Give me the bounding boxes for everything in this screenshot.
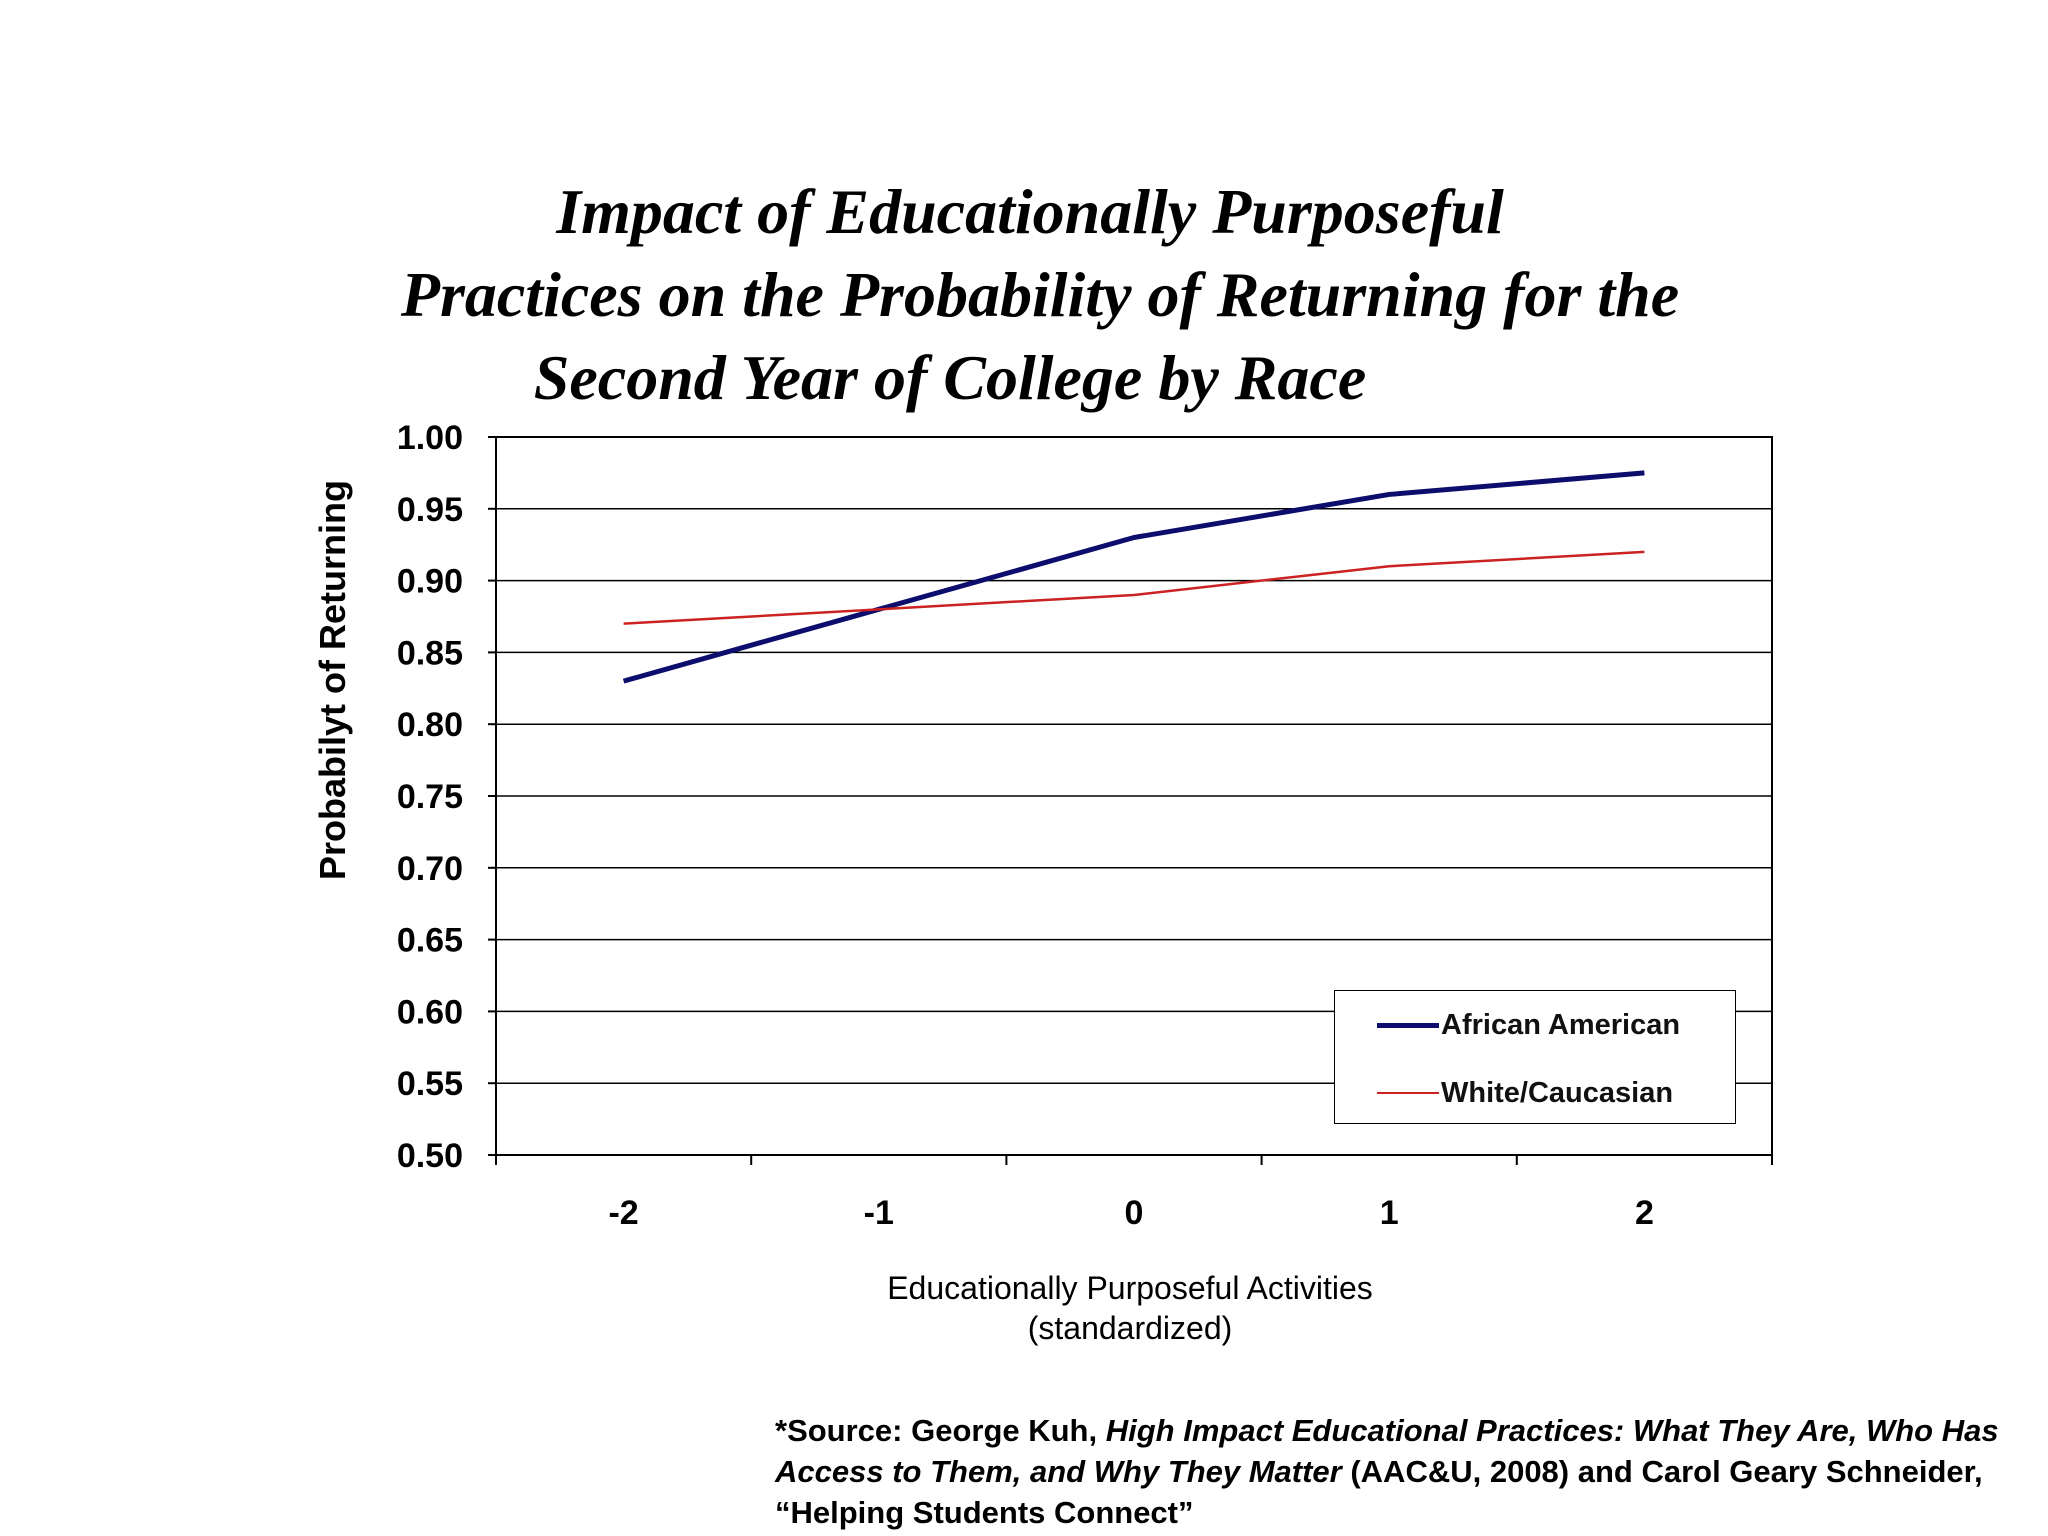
- chart-title-line-2: Practices on the Probability of Returning for the: [400, 259, 1680, 330]
- x-tick-label: 0: [1124, 1194, 1144, 1232]
- chart-title-line-3: Second Year of College by Race: [533, 342, 1367, 413]
- legend-item-white-caucasian: [1377, 1073, 1673, 1113]
- legend: [1334, 990, 1736, 1124]
- source-citation: [775, 1410, 2025, 1533]
- legend-item-african-american: [1377, 1005, 1680, 1045]
- x-tick-label: 2: [1634, 1194, 1654, 1232]
- legend-label-white-caucasian: White/Caucasian: [1441, 1076, 1674, 1109]
- series-lines: [624, 473, 1645, 681]
- source-title: High Impact Educational Practices: What They Are, Who Has Access to Them, and Why They Matter: [775, 1413, 1999, 1489]
- series-line-african-american: [624, 473, 1645, 681]
- y-axis-ticks: [397, 419, 496, 1175]
- x-tick-label: -2: [608, 1194, 639, 1232]
- legend-swatch-white-caucasian: [1377, 1092, 1439, 1094]
- y-tick-label: 0.70: [396, 849, 463, 888]
- x-tick-label: -1: [863, 1194, 894, 1232]
- y-tick-label: 0.60: [396, 993, 463, 1032]
- y-tick-label: 0.65: [396, 921, 463, 960]
- y-tick-label: 0.50: [396, 1137, 463, 1175]
- x-tick-label: 1: [1379, 1194, 1399, 1232]
- y-tick-label: 0.90: [396, 562, 463, 601]
- y-tick-label: 0.80: [396, 706, 463, 745]
- series-line-white-caucasian: [624, 552, 1645, 624]
- source-suffix: (AAC&U, 2008) and Carol Geary Schneider, “Helping Students Connect”: [775, 1454, 1983, 1530]
- y-tick-label: 0.55: [396, 1065, 463, 1104]
- legend-swatch-african-american: [1377, 1023, 1439, 1028]
- y-tick-label: 1.00: [396, 419, 463, 457]
- legend-label-african-american: African American: [1441, 1008, 1681, 1041]
- x-axis-label: [830, 1268, 1430, 1348]
- source-prefix: *Source: George Kuh,: [775, 1413, 1106, 1448]
- chart-title-line-1: Impact of Educationally Purposeful: [556, 176, 1504, 247]
- y-tick-label: 0.85: [396, 634, 463, 673]
- x-axis-label-line-1: Educationally Purposeful Activities: [887, 1270, 1373, 1306]
- y-tick-label: 0.95: [396, 490, 463, 529]
- x-axis-ticks: [496, 1155, 1772, 1232]
- y-tick-label: 0.75: [396, 778, 463, 816]
- x-axis-label-line-2: (standardized): [1027, 1310, 1233, 1346]
- y-axis-label: Probabilyt of Returning: [312, 480, 353, 880]
